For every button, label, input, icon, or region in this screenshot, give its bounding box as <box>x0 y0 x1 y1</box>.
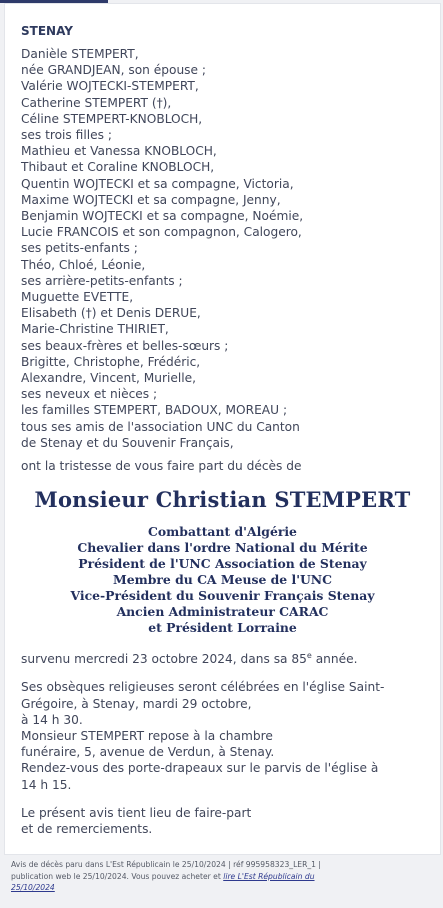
family-line: Maxime WOJTECKI et sa compagne, Jenny, <box>21 192 281 207</box>
funeral-details <box>21 679 424 792</box>
family-line: ses neveux et nièces ; <box>21 387 158 402</box>
family-line: Catherine STEMPERT (†), <box>21 95 172 110</box>
family-line: Quentin WOJTECKI et sa compagne, Victoria, <box>21 176 294 191</box>
family-line: Benjamin WOJTECKI et sa compagne, Noémie, <box>21 209 304 224</box>
family-line: Alexandre, Vincent, Murielle, <box>21 371 197 386</box>
family-line: Céline STEMPERT-KNOBLOCH, <box>21 111 203 126</box>
city-heading: STENAY <box>21 24 73 38</box>
family-line: née GRANDJEAN, son épouse ; <box>21 63 206 78</box>
family-line: Brigitte, Christophe, Frédéric, <box>21 354 201 369</box>
footer-text-2: publication web le 25/10/2024. Vous pouvez acheter et <box>11 871 224 881</box>
closing-line: Le présent avis tient lieu de faire-part <box>21 805 252 820</box>
funeral-line: Rendez-vous des porte-drapeaux sur le parvis de l'église à <box>21 761 379 776</box>
newspaper-link-date: 25/10/2024 <box>11 883 55 892</box>
titles-list <box>21 524 424 636</box>
family-line: tous ses amis de l'association UNC du Canton <box>21 419 300 434</box>
funeral-line: funéraire, 5, avenue de Verdun, à Stenay. <box>21 745 275 760</box>
family-line: Lucie FRANCOIS et son compagnon, Calogero, <box>21 225 302 240</box>
funeral-line: à 14 h 30. <box>21 712 83 727</box>
family-line: ses petits-enfants ; <box>21 241 138 256</box>
deceased-name: Monsieur Christian STEMPERT <box>34 487 411 513</box>
footer-text-1: Avis de décès paru dans L'Est Républicain le 25/10/2024 | réf 995958323_LER_1 | <box>11 860 321 869</box>
death-text: survenu mercredi 23 octobre 2024, dans sa 85 <box>21 652 307 667</box>
closing-line: et de remerciements. <box>21 821 153 836</box>
intro-text: ont la tristesse de vous faire part du décès de <box>21 459 302 474</box>
publication-footer <box>4 855 439 908</box>
family-line: Mathieu et Vanessa KNOBLOCH, <box>21 144 217 159</box>
title-line: Chevalier dans l'ordre National du Mérite <box>77 540 368 556</box>
funeral-line: Grégoire, à Stenay, mardi 29 octobre, <box>21 696 252 711</box>
family-line: Valérie WOJTECKI-STEMPERT, <box>21 79 199 94</box>
family-line: ses arrière-petits-enfants ; <box>21 273 183 288</box>
family-line: Marie-Christine THIRIET, <box>21 322 169 337</box>
obituary-card <box>4 3 441 855</box>
family-line: Danièle STEMPERT, <box>21 47 139 61</box>
newspaper-link-text: lire L'Est Républicain du <box>223 871 315 881</box>
family-line: Muguette EVETTE, <box>21 290 134 305</box>
title-line: Ancien Administrateur CARAC <box>116 604 329 620</box>
death-tail: année. <box>311 652 358 667</box>
title-line: Combattant d'Algérie <box>148 524 297 540</box>
family-line: les familles STEMPERT, BADOUX, MOREAU ; <box>21 403 288 418</box>
family-line: de Stenay et du Souvenir Français, <box>21 435 234 450</box>
family-list <box>21 46 424 451</box>
funeral-line: Ses obsèques religieuses seront célébrées en l'église Saint- <box>21 680 385 695</box>
family-line: Elisabeth (†) et Denis DERUE, <box>21 306 201 321</box>
title-line: et Président Lorraine <box>148 620 297 636</box>
family-line: ses trois filles ; <box>21 128 112 143</box>
title-line: Président de l'UNC Association de Stenay <box>78 556 367 572</box>
family-line: ses beaux-frères et belles-sœurs ; <box>21 338 229 353</box>
funeral-line: 14 h 15. <box>21 777 72 792</box>
family-line: Thibaut et Coraline KNOBLOCH, <box>21 160 215 175</box>
family-line: Théo, Chloé, Léonie, <box>21 257 146 272</box>
death-sup: e <box>306 651 312 661</box>
closing-note <box>21 805 424 837</box>
death-announcement <box>21 648 424 667</box>
title-line: Vice-Président du Souvenir Français Stenay <box>70 588 375 604</box>
funeral-line: Monsieur STEMPERT repose à la chambre <box>21 728 273 743</box>
title-line: Membre du CA Meuse de l'UNC <box>112 572 332 588</box>
